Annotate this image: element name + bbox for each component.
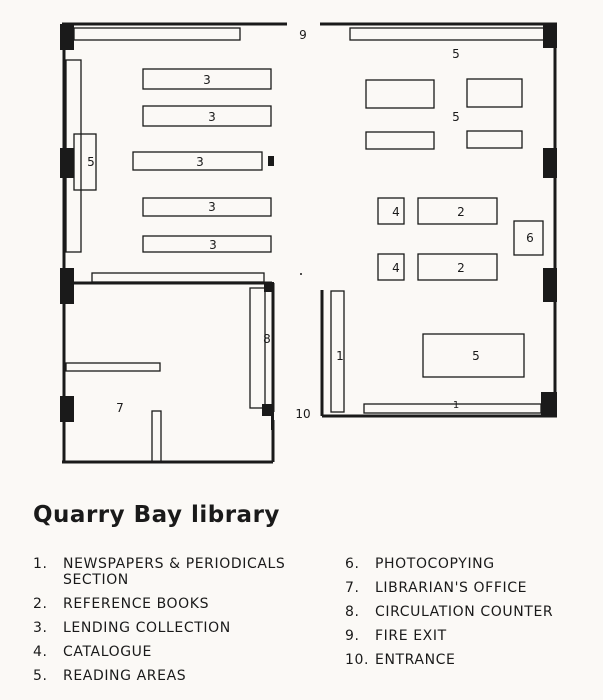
lending-shelf-5: [143, 236, 271, 252]
label-lending-1: 3: [203, 73, 211, 87]
label-lending-4: 3: [208, 200, 216, 214]
legend-item: 7. LIBRARIAN'S OFFICE: [345, 580, 528, 596]
label-counter: 8: [263, 332, 271, 346]
label-newspaper-bottom: 1: [452, 400, 460, 411]
catalogue-box-2: [378, 254, 404, 280]
label-office: 7: [116, 401, 124, 415]
top-right-strip: [350, 28, 544, 40]
legend-right: [345, 556, 595, 676]
circulation-counter: [250, 288, 265, 408]
label-top-right-reading: 5: [452, 47, 460, 61]
lending-shelf-2: [143, 106, 271, 126]
legend-item: 6. PHOTOCOPYING: [345, 556, 495, 572]
label-mid-right-reading: 5: [452, 110, 460, 124]
label-entrance: 10: [295, 407, 311, 421]
label-catalogue-1: 4: [392, 205, 400, 219]
label-reference-1: 2: [457, 205, 465, 219]
pillars: [60, 24, 557, 430]
legend-item: 4. CATALOGUE: [33, 644, 152, 660]
plan-title: Quarry Bay library: [33, 502, 280, 528]
legend-item: 2. REFERENCE BOOKS: [33, 596, 210, 612]
legend-item: 5. READING AREAS: [33, 668, 187, 684]
catalogue-box-1: [378, 198, 404, 224]
legend-item: 10. ENTRANCE: [345, 652, 456, 668]
legend-item: 9. FIRE EXIT: [345, 628, 447, 644]
left-block-walls: [62, 24, 287, 462]
label-fire-exit: 9: [299, 28, 307, 42]
legend-item: 1. NEWSPAPERS & PERIODICALS SECTION: [33, 556, 286, 588]
label-catalogue-2: 4: [392, 261, 400, 275]
legend-left: [33, 556, 333, 692]
legend-item: 8. CIRCULATION COUNTER: [345, 604, 554, 620]
label-photocopy: 6: [526, 231, 534, 245]
label-lending-3: 3: [196, 155, 204, 169]
label-reference-2: 2: [457, 261, 465, 275]
office-partition-2: [152, 411, 161, 462]
label-left-reading: 5: [87, 155, 95, 169]
legend-item: 3. LENDING COLLECTION: [33, 620, 231, 636]
lending-shelf-4: [143, 198, 271, 216]
label-bottom-right-reading: 5: [472, 349, 480, 363]
label-lending-5: 3: [209, 238, 217, 252]
office-partition: [66, 363, 160, 371]
label-newspaper-left: 1: [336, 349, 344, 363]
label-lending-2: 3: [208, 110, 216, 124]
